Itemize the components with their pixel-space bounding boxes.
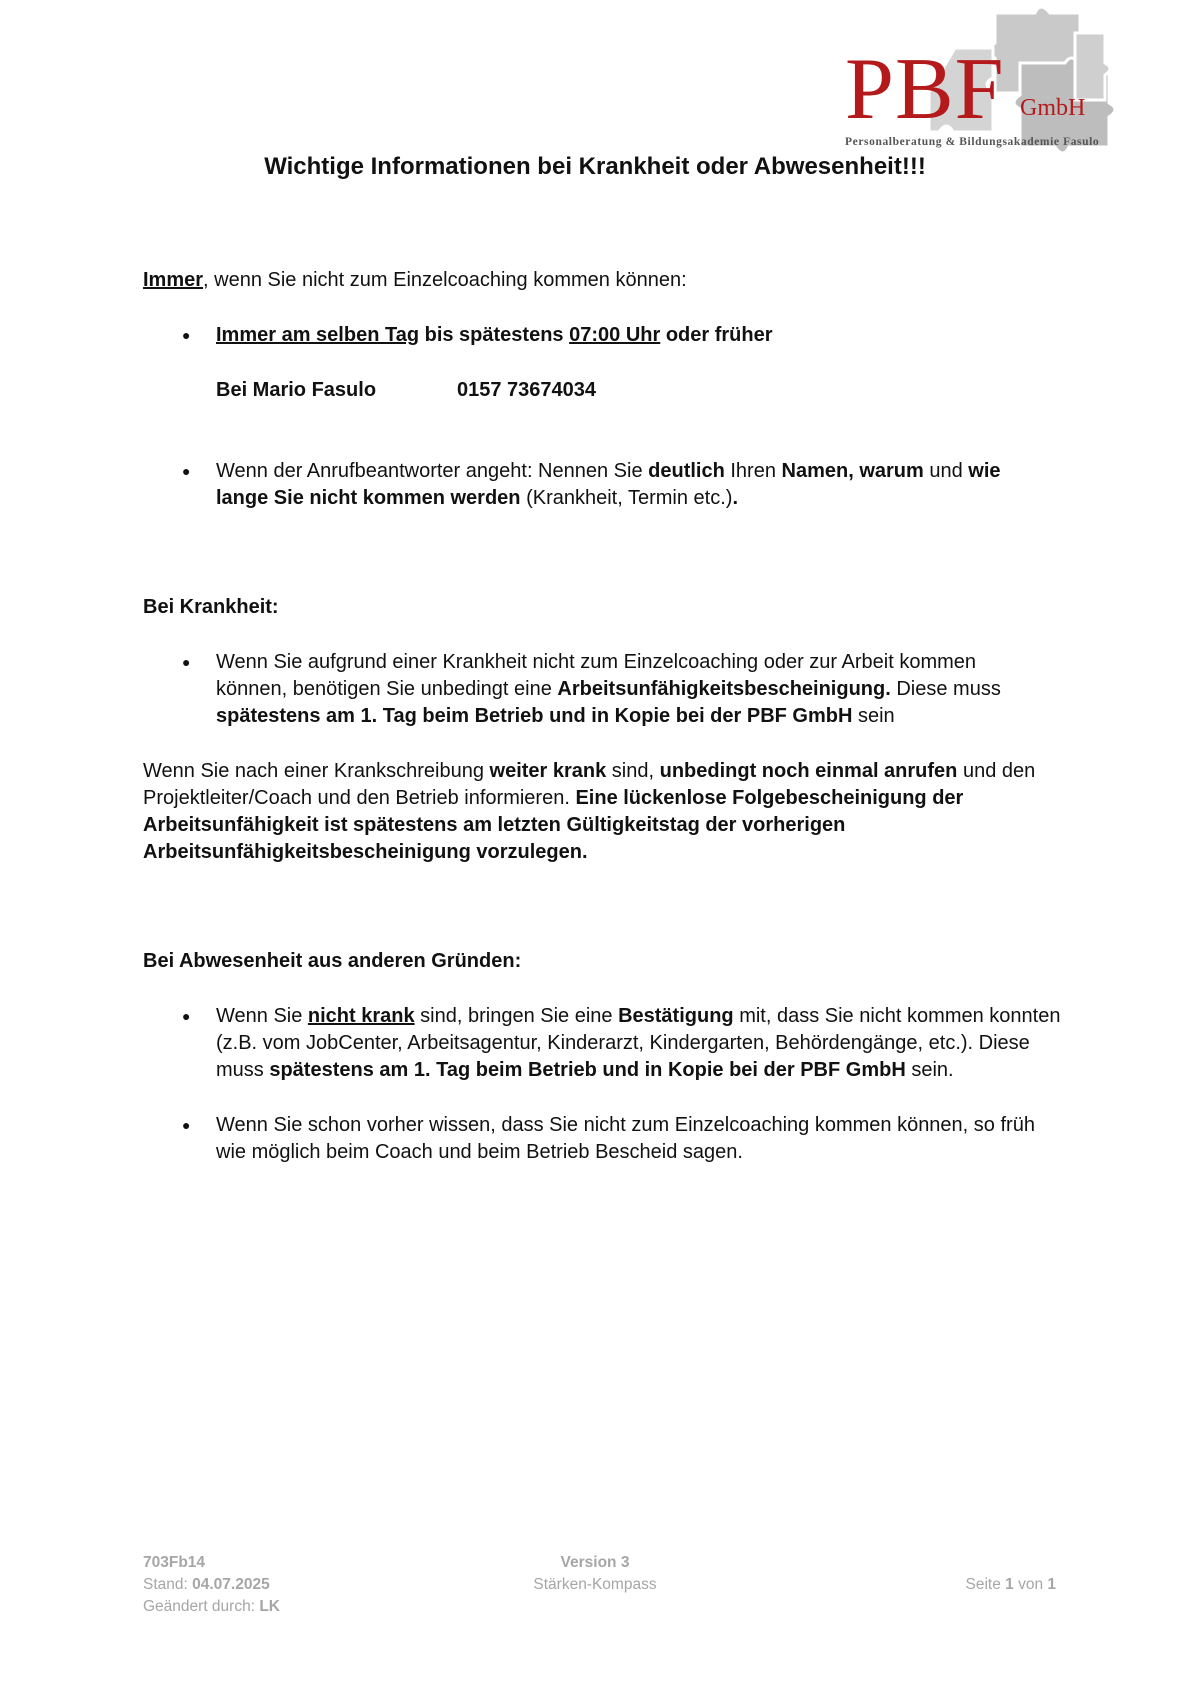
conf-l1a: Wenn Sie [216,1005,308,1027]
footer-stand [143,1574,270,1596]
footer-changed [143,1596,280,1618]
conf-l1c: sind, bringen Sie eine [414,1005,619,1027]
bullet-icon: ● [182,654,191,670]
intro-rest: , wenn Sie nicht zum Einzelcoaching kommen können: [203,269,687,291]
am-bold-1: deutlich [648,460,725,482]
conf-l1b: nicht krank [307,1005,415,1027]
footer-changed-label: Geändert durch: [143,1598,260,1615]
footer-stand-label: Stand: [143,1576,193,1593]
footer-page-number [850,1574,1056,1596]
conf-l2: (z.B. vom JobCenter, Arbeitsagentur, Kinderarzt, Kindergarten, Behördengänge, etc.). Diese [216,1032,1030,1054]
cont-l1c: sind, [606,760,660,782]
conf-l1e: mit, dass Sie nicht kommen konnten [733,1005,1061,1027]
footer-doc-id: 703Fb14 [143,1554,206,1571]
am-text-1: Wenn der Anrufbeantworter angeht: Nennen Sie [216,460,649,482]
sick-line-2c: Diese muss [890,678,1001,700]
page-total: 1 [1047,1576,1056,1593]
answering-machine-text [216,458,1036,512]
am-bold-2: Namen, warum [781,460,924,482]
cont-l4: Arbeitsunfähigkeitsbescheinigung vorzulegen. [143,841,588,863]
intro-line [143,267,687,294]
footer-stand-value: 04.07.2025 [192,1576,270,1593]
page-label-2: von [1013,1576,1048,1593]
intro-immer: Immer [143,269,204,291]
logo-wordmark: PBF [845,41,1005,138]
adv-l1: Wenn Sie schon vorher wissen, dass Sie nicht zum Einzelcoaching kommen können, so früh [216,1114,1035,1136]
logo-subtitle: Personalberatung & Bildungsakademie Fasulo [845,136,1100,148]
sick-note-text [216,649,1046,730]
page-title: Wichtige Informationen bei Krankheit oder Abwesenheit!!! [264,153,926,180]
bullet-icon: ● [182,327,191,343]
cont-l2b: Eine lückenlose Folgebescheinigung der [575,787,964,809]
footer-version: Version 3 [560,1554,630,1571]
cont-l1b: weiter krank [489,760,607,782]
confirmation-text [216,1003,1066,1084]
am-bold-4: lange Sie nicht kommen werden [216,487,521,509]
adv-l2: wie möglich beim Coach und beim Betrieb Bescheid sagen. [216,1141,743,1163]
conf-l3a: muss [216,1059,270,1081]
heading-krankheit: Bei Krankheit: [143,596,279,618]
sick-line-3b: sein [852,705,895,727]
call-deadline [216,322,773,349]
conf-l3b: spätestens am 1. Tag beim Betrieb und in Kopie bei der PBF GmbH [269,1059,906,1081]
same-day-text: Immer am selben Tag [216,324,420,346]
logo-gmbh: GmbH [1020,95,1086,121]
sick-line-2b: Arbeitsunfähigkeitsbescheinigung. [557,678,891,700]
bullet-icon: ● [182,463,191,479]
pbf-logo [845,8,1135,168]
conf-l1d: Bestätigung [618,1005,734,1027]
page-current: 1 [1005,1576,1014,1593]
sick-line-1: Wenn Sie aufgrund einer Krankheit nicht zum Einzelcoaching oder zur Arbeit kommen [216,651,977,673]
earlier-text: oder früher [660,324,773,346]
contact-name: Bei Mario Fasulo [216,379,377,401]
conf-l3c: sein. [905,1059,954,1081]
cont-l1a: Wenn Sie nach einer Krankschreibung [143,760,490,782]
am-text-3: und [923,460,969,482]
am-bold-3: wie [968,460,1001,482]
time-text: 07:00 Uhr [569,324,661,346]
am-text-4: (Krankheit, Termin etc.) [520,487,733,509]
footer-changed-value: LK [259,1598,280,1615]
bullet-icon: ● [182,1117,191,1133]
cont-l3: Arbeitsunfähigkeit ist spätestens am letzten Gültigkeitstag der vorherigen [143,814,846,836]
cont-l1e: und den [957,760,1036,782]
cont-l2a: Projektleiter/Coach und den Betrieb informieren. [143,787,576,809]
page-label-1: Seite [965,1576,1006,1593]
until-text: bis spätestens [419,324,570,346]
contact-phone: 0157 73674034 [457,379,597,401]
advance-notice-text [216,1112,1066,1166]
sick-line-2a: können, benötigen Sie unbedingt eine [216,678,558,700]
bullet-icon: ● [182,1008,191,1024]
am-bold-5: . [732,487,739,509]
heading-abwesenheit: Bei Abwesenheit aus anderen Gründen: [143,950,522,972]
footer-program: Stärken-Kompass [533,1576,657,1593]
am-text-2: Ihren [724,460,782,482]
sick-line-3a: spätestens am 1. Tag beim Betrieb und in Kopie bei der PBF GmbH [216,705,853,727]
continued-sickness-paragraph [143,758,1063,866]
cont-l1d: unbedingt noch einmal anrufen [659,760,958,782]
